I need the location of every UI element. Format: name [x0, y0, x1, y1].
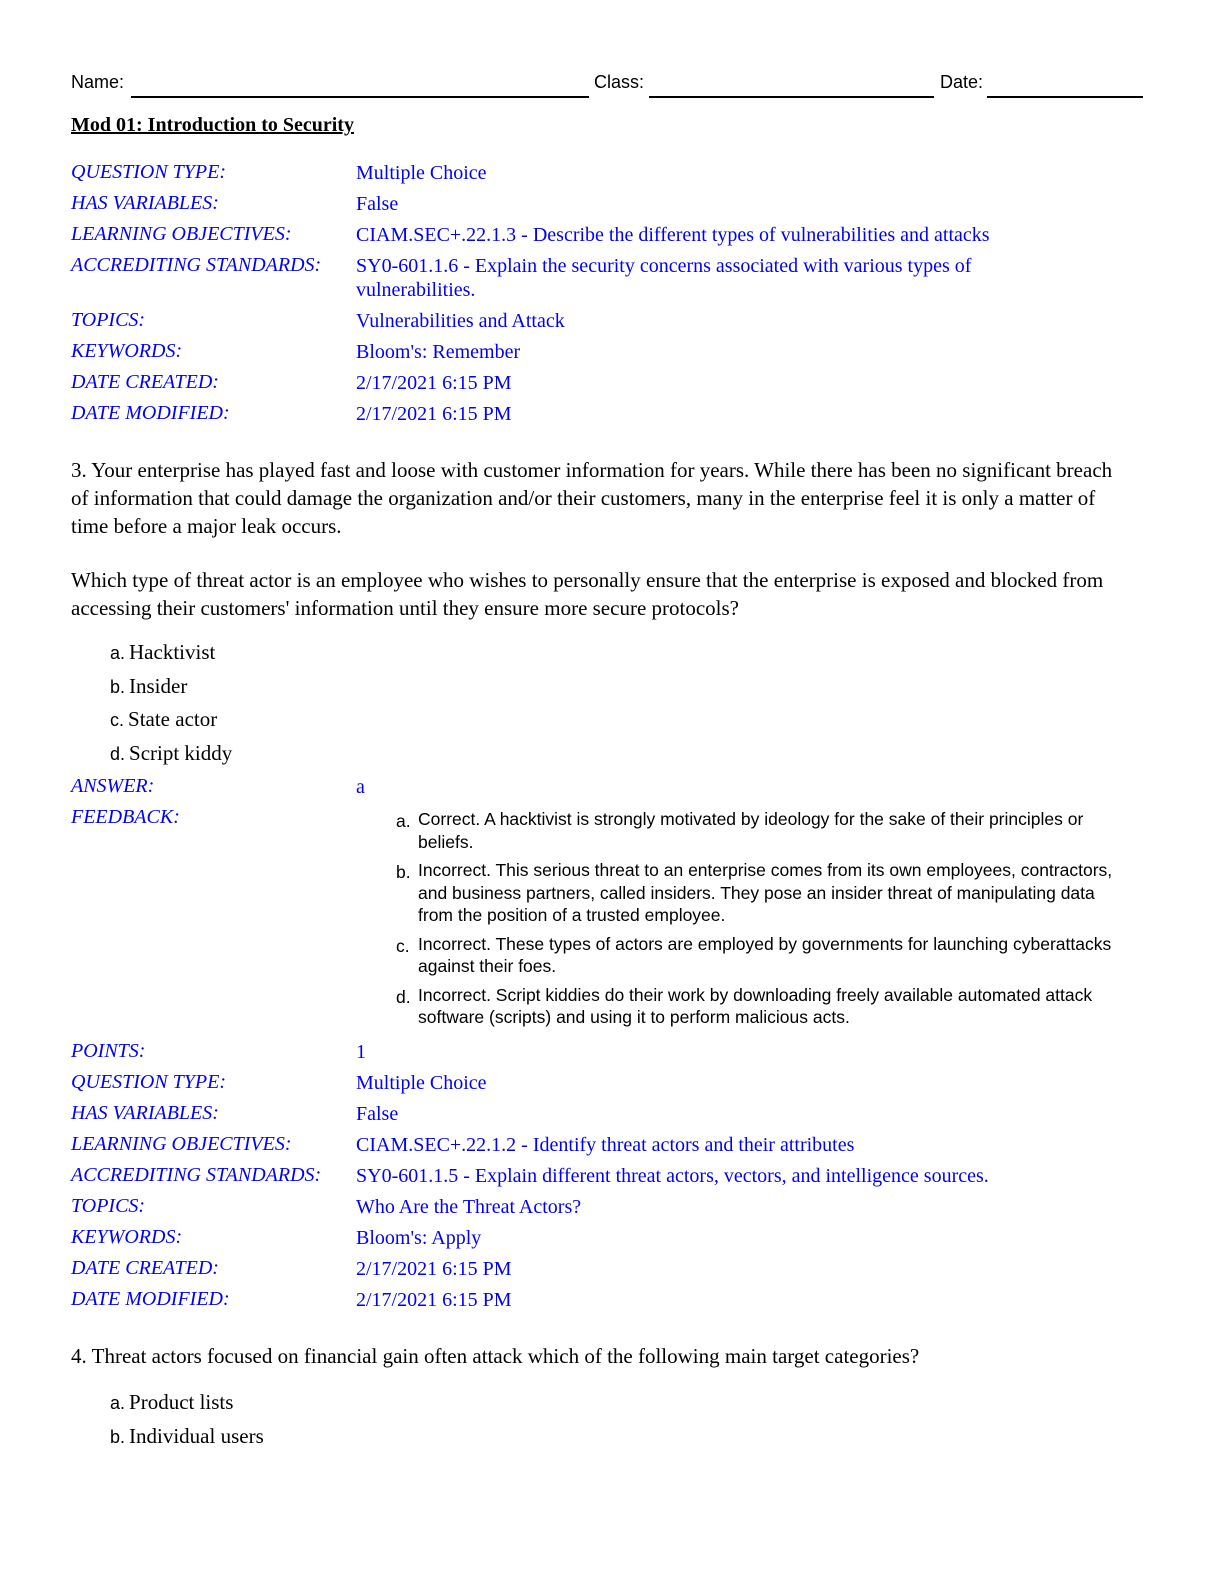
choice-d: d. Script kiddy [110, 740, 233, 765]
choice-b: b. Insider [110, 673, 188, 698]
date-label: Date: [940, 72, 984, 92]
choice-b: b. Individual users [110, 1423, 264, 1448]
feedback-b: b. Incorrect. This serious threat to an enterprise comes from its own employees, contractors, and business partners, called insiders. They pose an insider threat of manipulating data from the position of a trusted employee. [396, 860, 1113, 925]
meta-row: QUESTION TYPE: Multiple Choice [71, 1071, 487, 1094]
answer-label: ANSWER: [71, 775, 155, 797]
feedback-d: d. Incorrect. Script kiddies do their work by downloading freely available automated attack software (scripts) and using it to perform malicious acts. [396, 984, 1093, 1027]
class-field [594, 72, 934, 96]
feedback-list [396, 808, 1116, 1035]
question-4-stem [71, 1342, 1131, 1370]
meta-row: DATE MODIFIED: 2/17/2021 6:15 PM [71, 1288, 512, 1311]
meta-row: POINTS: 1 [71, 1040, 366, 1063]
name-label: Name: [71, 72, 125, 92]
question-3-stem [71, 456, 1131, 540]
date-underline [987, 96, 1143, 98]
name-field [71, 72, 589, 96]
question-4-choices [110, 1390, 264, 1457]
meta-row: KEYWORDS: Bloom's: Remember [71, 340, 521, 363]
choice-a: a. Product lists [110, 1390, 234, 1414]
question-4-text: 4. Threat actors focused on financial gain often attack which of the following main target categories? [71, 1344, 920, 1368]
choice-c: c. State actor [110, 707, 218, 731]
answer-value: a [356, 776, 365, 798]
question-3-choices [110, 640, 232, 774]
meta-row: ACCREDITING STANDARDS: SY0-601.1.6 - Explain the security concerns associated with various types of vulnerabilities. [71, 254, 972, 301]
meta-row: LEARNING OBJECTIVES: CIAM.SEC+.22.1.2 - Identify threat actors and their attributes [71, 1133, 855, 1156]
question-3-text: Which type of threat actor is an employee who wishes to personally ensure that the enterprise is exposed and blocked from accessing their customers' information until they ensure more secure protocols? [71, 568, 1104, 620]
feedback-a: a. Correct. A hacktivist is strongly motivated by ideology for the sake of their principles or beliefs. [396, 809, 1084, 852]
class-underline [649, 96, 934, 98]
question-2-metadata [71, 161, 1151, 433]
meta-row: HAS VARIABLES: False [71, 192, 399, 215]
feedback-c: c. Incorrect. These types of actors are employed by governments for launching cyberattacks against their foes. [396, 933, 1112, 976]
class-label: Class: [594, 72, 645, 92]
date-field [940, 72, 1143, 96]
feedback-label: FEEDBACK: [71, 806, 180, 828]
header-fields [71, 72, 1143, 98]
question-3-metadata [71, 1040, 1151, 1319]
meta-row: HAS VARIABLES: False [71, 1102, 399, 1125]
choice-a: a. Hacktivist [110, 640, 216, 664]
meta-row: TOPICS: Vulnerabilities and Attack [71, 309, 565, 332]
name-underline [131, 96, 589, 98]
question-3-scenario: 3. Your enterprise has played fast and loose with customer information for years. While there has been no significant breach of information that could damage the organization and/or their customers, many in the enterprise feel it is only a matter of time before a major leak occurs. [71, 458, 1113, 538]
question-3-prompt [71, 566, 1131, 622]
meta-row: DATE CREATED: 2/17/2021 6:15 PM [71, 371, 512, 394]
module-title: Mod 01: Introduction to Security [71, 114, 354, 136]
meta-row: LEARNING OBJECTIVES: CIAM.SEC+.22.1.3 - Describe the different types of vulnerabilities and attacks [71, 223, 990, 246]
meta-row: TOPICS: Who Are the Threat Actors? [71, 1195, 582, 1218]
meta-row: DATE CREATED: 2/17/2021 6:15 PM [71, 1257, 512, 1280]
meta-row: DATE MODIFIED: 2/17/2021 6:15 PM [71, 402, 512, 425]
meta-row: ACCREDITING STANDARDS: SY0-601.1.5 - Explain different threat actors, vectors, and intelligence sources. [71, 1164, 989, 1187]
meta-row: QUESTION TYPE: Multiple Choice [71, 161, 487, 184]
meta-row: KEYWORDS: Bloom's: Apply [71, 1226, 482, 1249]
